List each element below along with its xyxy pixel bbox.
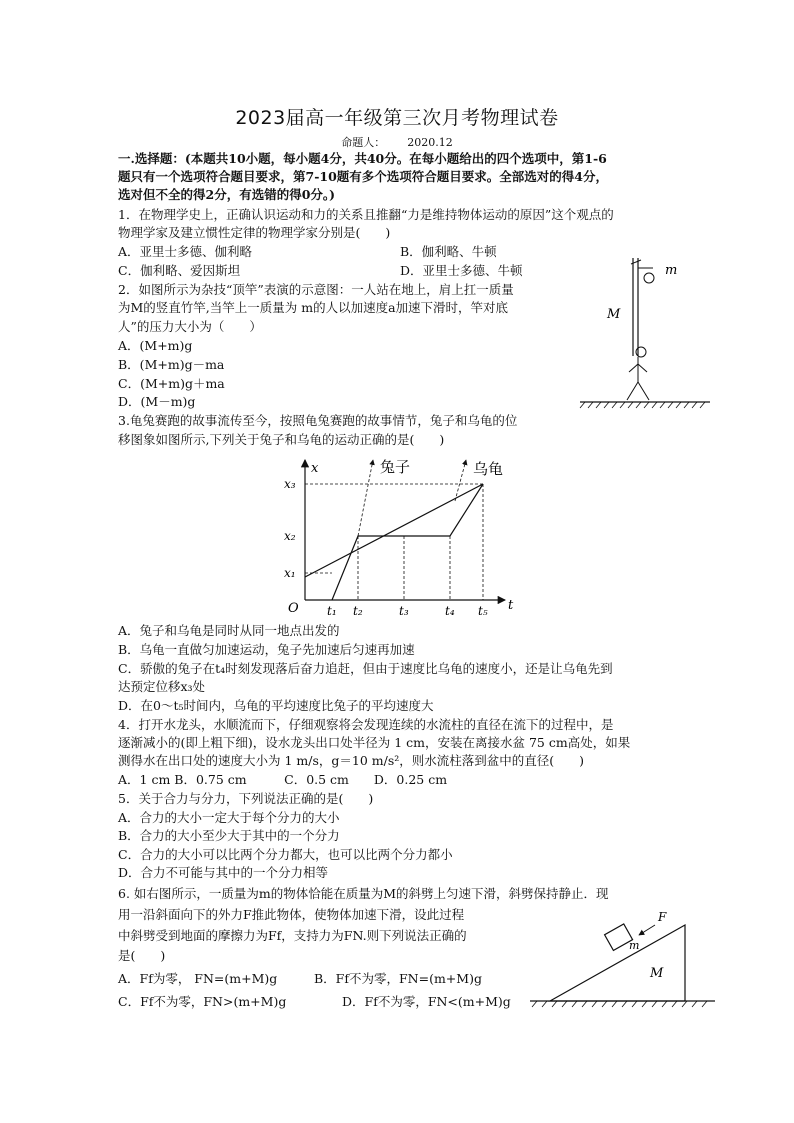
q6-option-c: C．Ff不为零，FN>(m+M)g [118,994,287,1009]
q5-option-b: B．合力的大小至少大于其中的一个分力 [118,828,340,843]
q1-option-b: B．伽利略、牛顿 [400,244,497,259]
t-tick-t5: t₅ [478,604,488,618]
base-performer-right-leg [638,382,649,400]
y-tick-x2: x₂ [284,529,296,543]
author-label: 命题人： [341,136,386,149]
q3-option-c-line-2: 达预定位移x₃处 [118,679,206,694]
q6-stem-line-1: 6. 如右图所示，一质量为m的物体恰能在质量为M的斜劈上匀速下滑，斜劈保持静止．现 [118,886,609,901]
y-tick-x1: x₁ [284,566,296,580]
q4-stem-line-2: 逐渐减小的(即上粗下细)，设水龙头出口处半径为 1 cm，安装在离接水盆 75 cm高处，如果 [118,735,631,750]
q2-option-c: C．(M+m)g＋ma [118,376,225,391]
t-tick-t3: t₃ [399,604,409,618]
q6-option-b: B．Ff不为零，FN=(m+M)g [314,971,482,986]
q6-stem-line-2: 用一沿斜面向下的外力F推此物体，使物体加速下滑，设此过程 [118,907,465,922]
rabbit-label-pointer [358,460,373,536]
wedge-label: M [650,966,664,981]
q2-stem-line-3: 人”的压力大小为（ ） [118,319,262,334]
q2-stem-line-1: 2．如图所示为杂技“顶竿”表演的示意图：一人站在地上，肩上扛一质量 [118,282,514,297]
ground-hatching [532,1001,707,1007]
q1-option-c: C．伽利略、爱因斯坦 [118,263,241,278]
q1-option-d: D．亚里士多德、牛顿 [400,263,523,278]
q2-option-a: A．(M+m)g [118,338,193,353]
base-performer-right-arm [638,364,647,372]
upper-performer-head [644,273,654,283]
q3-stem-line-1: 3.龟兔赛跑的故事流传至今，按照龟兔赛跑的故事情节，兔子和乌龟的位 [118,413,518,428]
base-performer-left-arm [629,364,638,372]
section-instructions-line-3: 选对但不全的得2分，有选错的得0分。) [118,187,336,202]
q5-stem: 5．关于合力与分力，下列说法正确的是( ) [118,791,374,806]
author-line [0,134,794,150]
q3-option-d: D．在0～t₅时间内，乌龟的平均速度比兔子的平均速度大 [118,698,434,713]
t-tick-t1: t₁ [327,604,337,618]
dashed-guides [305,484,483,600]
ground-hatching [580,402,705,408]
q4-stem-line-1: 4．打开水龙头，水顺流而下，仔细观察将会发现连续的水流柱的直径在流下的过程中，是 [118,717,614,732]
q5-option-d: D．合力不可能与其中的一个分力相等 [118,865,329,880]
q2-option-b: B．(M+m)g－ma [118,357,225,372]
q3-stem-line-2: 移图象如图所示,下列关于兔子和乌龟的运动正确的是( ) [118,432,445,447]
force-label: F [658,910,667,924]
turtle-label: 乌龟 [473,460,504,478]
q5-option-c: C．合力的大小可以比两个分力都大，也可以比两个分力都小 [118,847,453,862]
q4-stem-line-3: 测得水在出口处的速度大小为 1 m/s，g＝10 m/s²，则水流柱落到盆中的直径( ) [118,753,585,768]
fig-m-label: m [665,263,678,278]
x-axis-label: x [311,461,319,476]
section-instructions-line-1: 一.选择题：(本题共10小题，每小题4分，共40分。在每小题给出的四个选项中，第1-6 [118,151,607,166]
q5-option-a: A．合力的大小一定大于每个分力的大小 [118,810,340,825]
xt-graph [280,452,530,622]
q2-stem-line-2: 为M的竖直竹竿,当竿上一质量为 m的人以加速度a加速下滑时，竿对底 [118,300,509,315]
origin-label: O [288,601,299,616]
q3-option-b: B．乌龟一直做匀加速运动，兔子先加速后匀速再加速 [118,642,415,657]
q3-option-c-line-1: C．骄傲的兔子在t₄时刻发现落后奋力追赶，但由于速度比乌龟的速度小，还是让乌龟先到 [118,661,613,676]
q4-options: A．1 cm B．0.75 cm C．0.5 cm D．0.25 cm [118,772,448,787]
q6-option-d: D．Ff不为零，FN<(m+M)g [342,994,511,1009]
wedge-figure [525,905,720,1015]
turtle-label-pointer [455,460,466,501]
section-instructions-line-2: 题只有一个选项符合题目要求，第7-10题有多个选项符合题目要求。全部选对的得4分， [118,169,608,184]
q6-stem-line-3: 中斜劈受到地面的摩擦力为Ff，支持力为FN.则下列说法正确的 [118,928,467,943]
q2-option-d: D．(M－m)g [118,394,196,409]
turtle-line [305,484,483,577]
q3-option-a: A．兔子和乌龟是同时从同一地点出发的 [118,623,340,638]
rabbit-line [332,484,483,600]
q6-stem-line-4: 是( ) [118,948,166,963]
t-axis-label: t [508,598,514,613]
q1-stem-line-2: 物理学家及建立惯性定律的物理学家分别是( ) [118,225,391,240]
t-tick-t4: t₄ [445,604,455,618]
rabbit-label: 兔子 [380,458,411,476]
exam-date: 2020.12 [407,136,453,149]
t-tick-t2: t₂ [353,604,363,618]
pole-act-figure [575,252,715,412]
q1-stem-line-1: 1．在物理学史上，正确认识运动和力的关系且推翻“力是维持物体运动的原因”这个观点的 [118,207,614,222]
q6-option-a: A．Ff为零， FN=(m+M)g [118,971,278,986]
q1-option-a: A．亚里士多德、伽利略 [118,244,253,259]
block-label: m [629,939,640,952]
base-performer-left-leg [627,382,638,400]
y-tick-x3: x₃ [284,477,296,491]
fig-M-label: M [607,307,621,322]
force-arrow [639,925,655,935]
page-title: 2023届高一年级第三次月考物理试卷 [235,107,559,129]
